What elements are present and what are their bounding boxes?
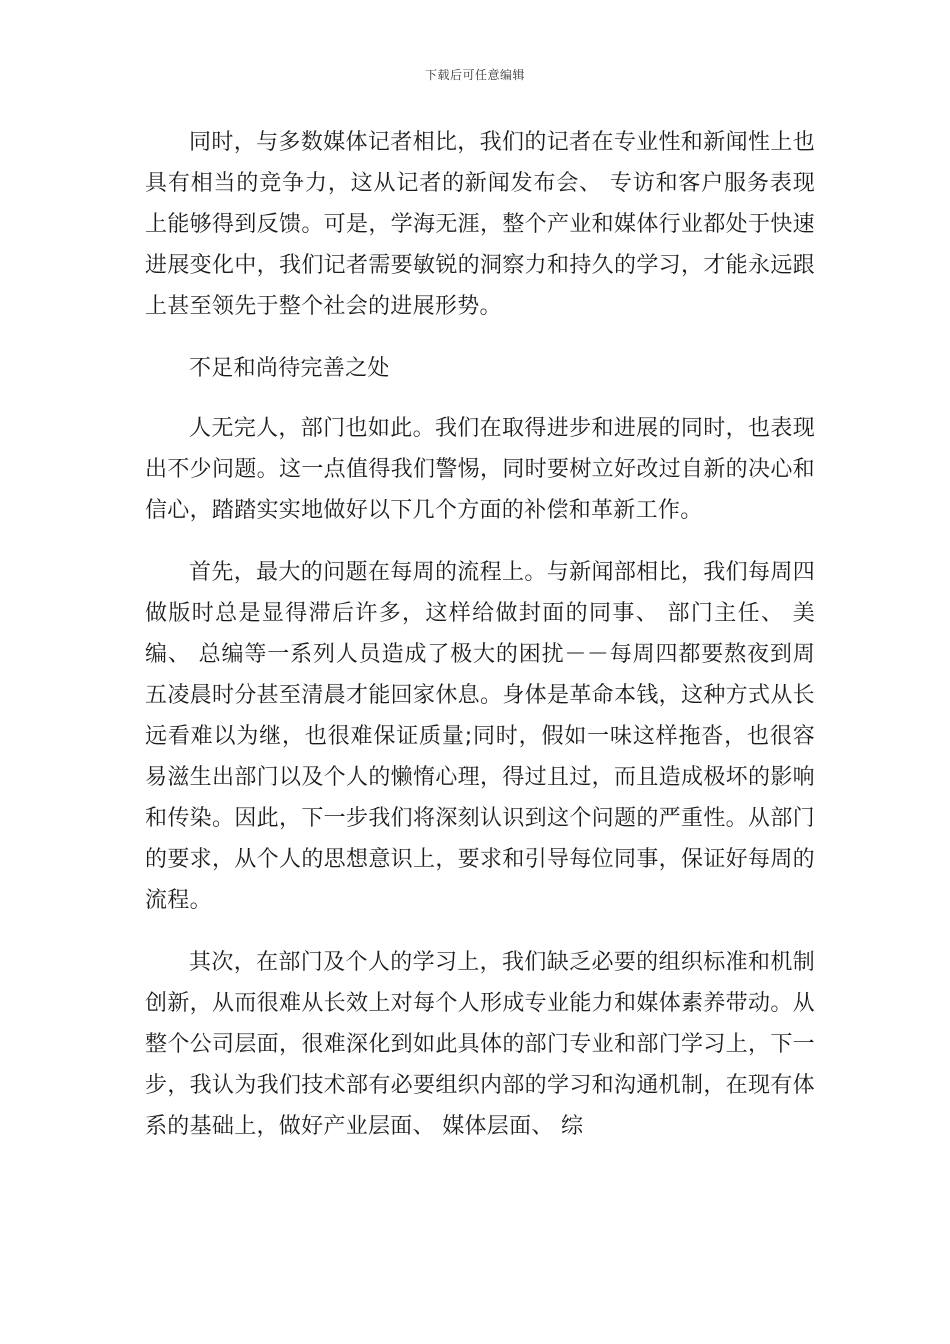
paragraph-nobody-perfect: 人无完人，部门也如此。我们在取得进步和进展的同时，也表现出不少问题。这一点值得我们警惕，同时要树立好改过自新的决心和信心，踏踏实实地做好以下几个方面的补偿和革新工作。 xyxy=(145,416,815,523)
paragraph-learning-mechanism: 其次，在部门及个人的学习上，我们缺乏必要的组织标准和机制创新，从而很难从长效上对每个人形成专业能力和媒体素养带动。从整个公司层面，很难深化到如此具体的部门专业和部门学习上，下一步，我认为我们技术部有必要组织内部的学习和沟通机制，在现有体系的基础上，做好产业层面、 媒体层面、 综 xyxy=(145,950,815,1139)
paragraph-weekly-workflow: 首先，最大的问题在每周的流程上。与新闻部相比，我们每周四做版时总是显得滞后许多，这样给做封面的同事、 部门主任、 美编、 总编等一系列人员造成了极大的困扰－－每周四都要熬夜到周五凌晨时分甚至清晨才能回家休息。身体是革命本钱，这种方式从长远看难以为继，也很难保证质量;同时，假如一味这样拖沓，也很容易滋生出部门以及个人的懒惰心理，得过且过，而且造成极坏的影响和传染。因此，下一步我们将深刻认识到这个问题的严重性。从部门的要求，从个人的思想意识上，要求和引导每位同事，保证好每周的流程。 xyxy=(145,560,815,913)
paragraph-reporter-competitiveness: 同时，与多数媒体记者相比，我们的记者在专业性和新闻性上也具有相当的竞争力，这从记者的新闻发布会、 专访和客户服务表现上能够得到反馈。可是，学海无涯，整个产业和媒体行业都处于快速进展变化中，我们记者需要敏锐的洞察力和持久的学习，才能永远跟上甚至领先于整个社会的进展形势。 xyxy=(145,130,815,319)
page-header: 下载后可任意编辑 xyxy=(424,68,525,82)
document-body xyxy=(145,122,815,1168)
section-heading-shortcomings: 不足和尚待完善之处 xyxy=(189,356,390,381)
